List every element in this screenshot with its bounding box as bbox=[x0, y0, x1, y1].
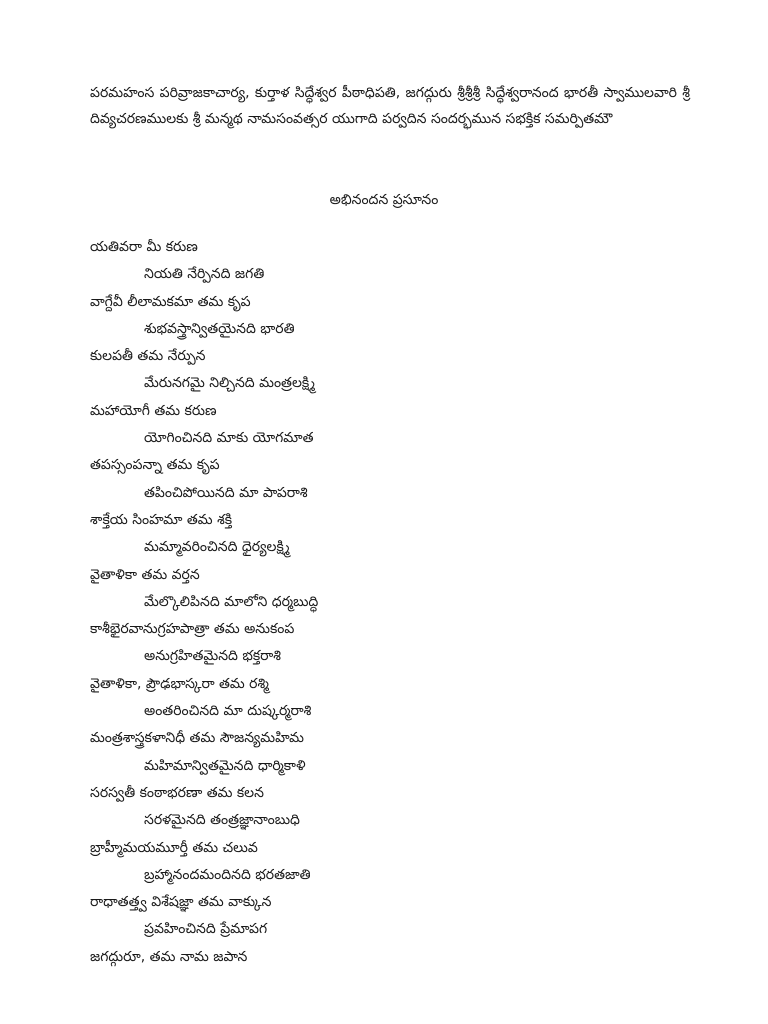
poem-line: మేల్కొలిపినది మాలోని ధర్మబుద్ధి bbox=[144, 593, 319, 610]
poem-line: రాధాతత్త్వ విశేషజ్ఞా తమ వాక్కున bbox=[90, 894, 272, 911]
poem-line: బ్రాహ్మీమయమూర్తీ తమ చలువ bbox=[90, 839, 258, 856]
poem-title: అభినందన ప్రసూనం bbox=[329, 192, 439, 208]
poem-line: అనుగ్రహితమైనది భక్తరాశి bbox=[144, 648, 281, 665]
poem-body bbox=[90, 234, 690, 971]
poem-line: నియతి నేర్పినది జగతి bbox=[144, 266, 265, 283]
poem-line: మహిమాన్వితమైనది ధార్మికాళి bbox=[144, 757, 306, 774]
poem-line: మహాయోగీ తమ కరుణ bbox=[90, 402, 217, 419]
poem-line: కులపతీ తమ నేర్పున bbox=[90, 348, 206, 365]
poem-line: సరళమైనది తంత్రజ్ఞానాంబుధి bbox=[144, 812, 300, 829]
poem-line: మమ్మావరించినది ధైర్యలక్ష్మి bbox=[144, 539, 290, 556]
poem-line: తపించిపోయినది మా పాపరాశి bbox=[144, 484, 308, 501]
poem-line: అంతరించినది మా దుష్కర్మరాశి bbox=[144, 703, 312, 720]
poem-line: శుభవస్త్రాన్వితయైనది భారతి bbox=[144, 320, 295, 337]
poem-line: వైతాళికా, ప్రౌఢభాస్కరా తమ రశ్మి bbox=[90, 675, 269, 692]
poem-line: సరస్వతీ కంఠాభరణా తమ కలన bbox=[90, 784, 264, 801]
poem-line: యతివరా మీ కరుణ bbox=[90, 239, 198, 255]
poem-line: యోగించినది మాకు యోగమాత bbox=[144, 430, 314, 447]
poem-line: బ్రహ్మానందమందినది భరతజాతి bbox=[144, 866, 311, 883]
poem-line: కాశీభైరవానుగ్రహపాత్రా తమ అనుకంప bbox=[90, 621, 295, 638]
poem-line: ప్రవహించినది ప్రేమాపగ bbox=[144, 921, 268, 938]
poem-line: వాగ్దేవీ లీలామకమా తమ కృప bbox=[90, 293, 251, 310]
dedication-paragraph: పరమహంస పరివ్రాజకాచార్య, కుర్తాళ సిద్ధేశ్వర పీఠాధిపతి, జగద్గురు శ్రీశ్రీశ్రీ సిద్ధేశ్వరానంద భారతీ స్వాములవారి శ్రీ దివ్యచరణములకు శ్రీ మన్మథ నామసంవత్సర యుగాది పర్వదిన సందర్భమున సభక్తిక సమర్పితమౌ bbox=[90, 85, 690, 127]
poem-line: జగద్గురూ, తమ నామ జపాన bbox=[90, 948, 248, 965]
poem-line: మేరునగమై నిల్చినది మంత్రలక్ష్మి bbox=[144, 375, 316, 392]
poem-line: తపస్సంపన్నా తమ కృప bbox=[90, 457, 220, 474]
poem-line: వైతాళికా తమ వర్తన bbox=[90, 566, 200, 583]
poem-line: మంత్రశాస్త్రకళానిధీ తమ సౌజన్యమహిమ bbox=[90, 730, 304, 747]
poem-line: శాక్తేయ సింహమా తమ శక్తి bbox=[90, 511, 233, 528]
